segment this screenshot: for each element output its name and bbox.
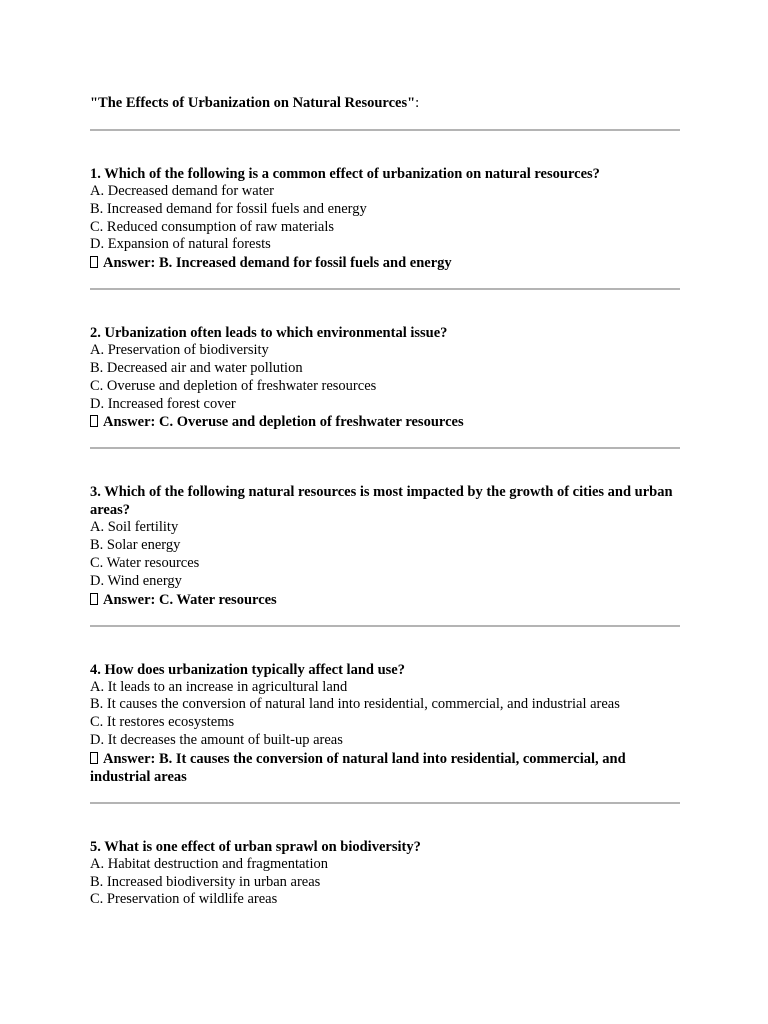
document-title-text: "The Effects of Urbanization on Natural Resources": [90, 95, 416, 111]
correct-answer: [90, 591, 680, 609]
answer-option: B. Solar energy: [90, 537, 181, 554]
document-title-colon: :: [415, 95, 420, 111]
answer-option: A. Decreased demand for water: [90, 183, 274, 199]
answer-option: B. It causes the conversion of natural land into residential, commercial, and industrial areas: [90, 696, 620, 713]
missing-glyph-box-icon: [90, 752, 98, 764]
answer-option: A. It leads to an increase in agricultural land: [90, 678, 348, 695]
answer-option: D. Increased forest cover: [90, 395, 236, 412]
correct-answer-text: Answer: B. It causes the conversion of natural land into residential, commercial, and industrial areas: [90, 750, 626, 785]
answer-option: B. Increased biodiversity in urban areas: [90, 873, 321, 890]
section-divider: [90, 129, 680, 131]
answer-option: C. It restores ecosystems: [90, 714, 235, 731]
correct-answer: [90, 750, 680, 786]
section-divider: [90, 802, 680, 804]
answer-option: C. Overuse and depletion of freshwater resources: [90, 377, 377, 394]
answer-option: A. Habitat destruction and fragmentation: [90, 855, 328, 872]
question-block: [90, 165, 680, 272]
question-text: 2. Urbanization often leads to which environmental issue?: [90, 325, 448, 342]
answer-option: D. Expansion of natural forests: [90, 236, 271, 253]
answer-option: A. Soil fertility: [90, 519, 179, 536]
correct-answer: [90, 254, 680, 272]
answer-option: C. Preservation of wildlife areas: [90, 891, 278, 908]
answer-option: D. It decreases the amount of built-up areas: [90, 731, 343, 748]
answer-option: C. Water resources: [90, 554, 200, 571]
question-block: [90, 661, 680, 786]
answer-option: B. Decreased air and water pollution: [90, 359, 303, 376]
answer-option: D. Wind energy: [90, 572, 182, 589]
answer-option: A. Preservation of biodiversity: [90, 342, 269, 359]
question-text: 4. How does urbanization typically affect land use?: [90, 661, 405, 678]
missing-glyph-box-icon: [90, 593, 98, 605]
question-text: 3. Which of the following natural resources is most impacted by the growth of cities and urban areas?: [90, 484, 673, 519]
question-text: 1. Which of the following is a common effect of urbanization on natural resources?: [90, 166, 600, 182]
correct-answer-text: Answer: C. Water resources: [103, 591, 277, 608]
question-text: 5. What is one effect of urban sprawl on biodiversity?: [90, 838, 421, 855]
document-title: [90, 94, 680, 112]
missing-glyph-box-icon: [90, 256, 98, 268]
answer-option: B. Increased demand for fossil fuels and energy: [90, 200, 367, 217]
answer-option: C. Reduced consumption of raw materials: [90, 218, 335, 235]
question-block: [90, 483, 680, 608]
question-block: [90, 838, 680, 909]
correct-answer: [90, 413, 680, 431]
section-divider: [90, 625, 680, 627]
correct-answer-text: Answer: C. Overuse and depletion of freshwater resources: [103, 414, 464, 431]
question-block: [90, 324, 680, 431]
correct-answer-text: Answer: B. Increased demand for fossil fuels and energy: [103, 255, 452, 272]
section-divider: [90, 288, 680, 290]
document-page: [90, 94, 680, 925]
section-divider: [90, 447, 680, 449]
missing-glyph-box-icon: [90, 415, 98, 427]
